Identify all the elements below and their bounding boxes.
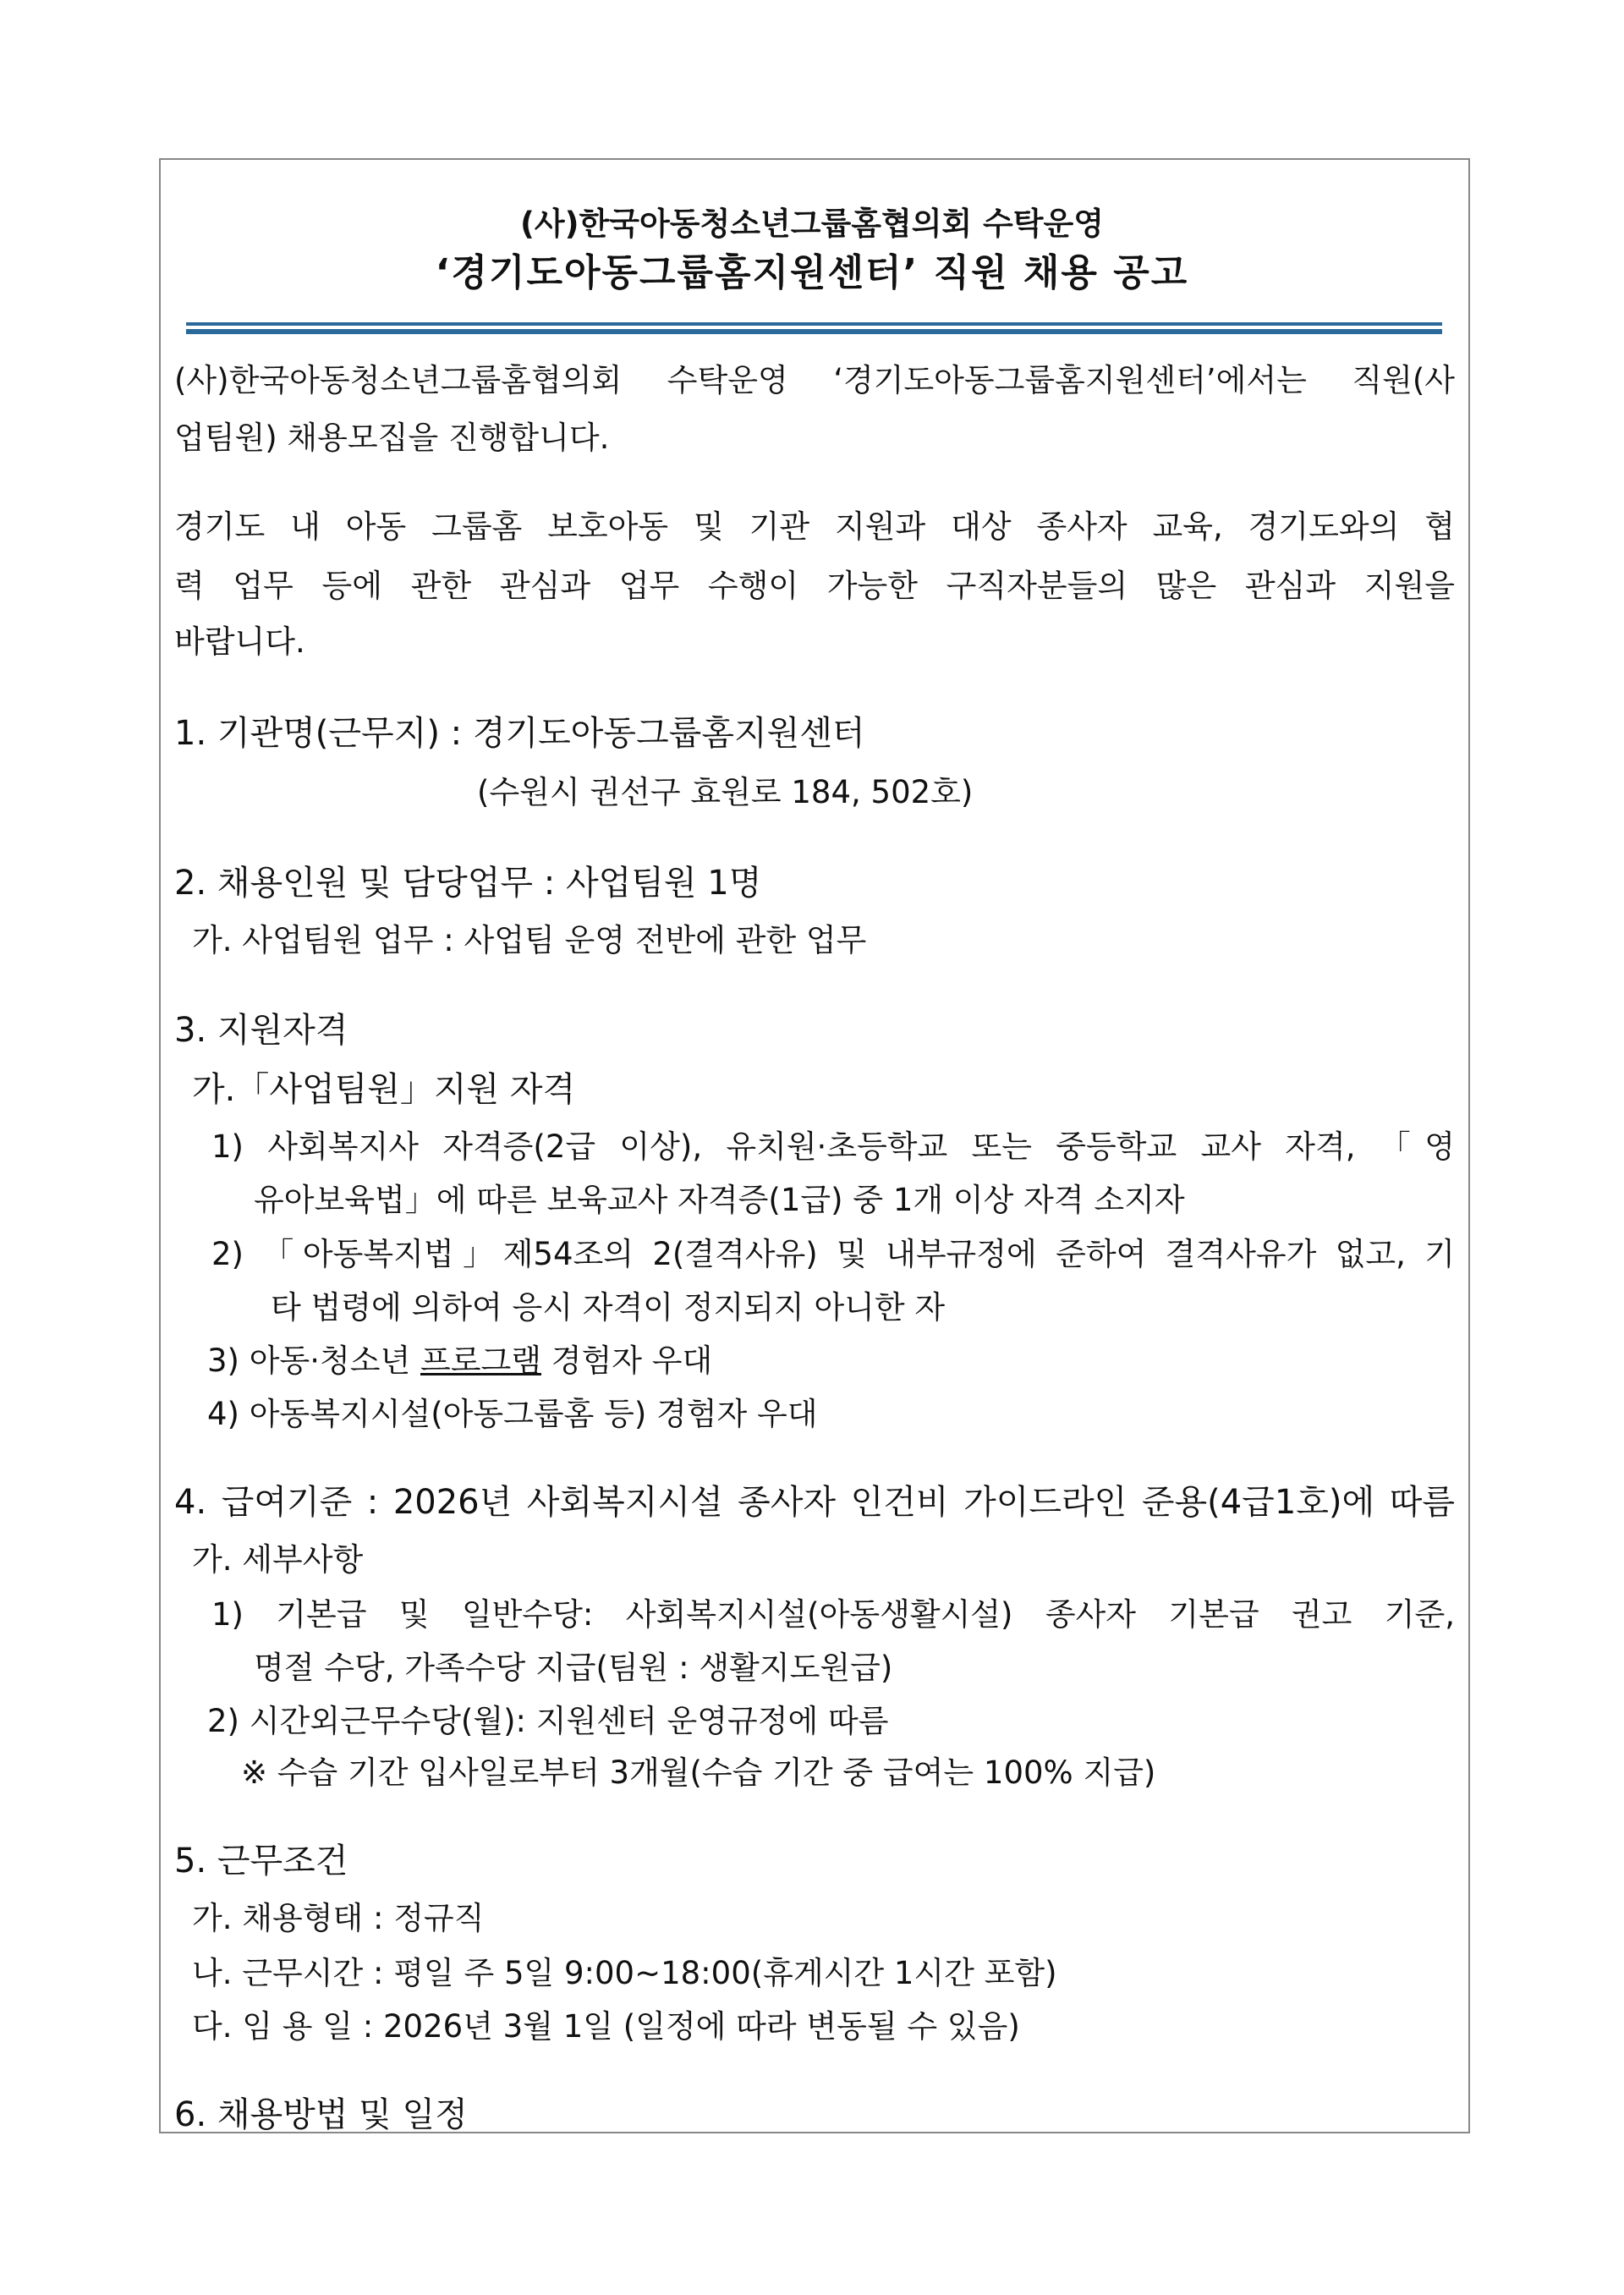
list-item: 4) 아동복지시설(아동그룹홈 등) 경험자 우대	[207, 1396, 818, 1432]
section-6-heading: 6. 채용방법 및 일정	[174, 2095, 468, 2134]
section-1	[174, 712, 865, 755]
list-item-cont: 유아보육법」에 따른 보육교사 자격증(1급) 중 1개 이상 자격 소지자	[254, 1182, 1185, 1218]
underlined-text: 프로그램	[420, 1342, 541, 1379]
list-text: 경험자 우대	[540, 1342, 713, 1379]
section-heading: 1. 기관명(근무지)	[174, 714, 440, 753]
list-item: 1) 기본급 및 일반수당: 사회복지시설(아동생활시설) 종사자 기본급 권고 기준,	[211, 1596, 1455, 1633]
intro-paragraph-1: (사)한국아동청소년그룹홈협의회 수탁운영 ‘경기도아동그룹홈지원센터’에서는 직원(사	[174, 362, 1455, 398]
title-rule-bottom	[186, 329, 1442, 334]
list-item	[207, 1340, 712, 1382]
list-text: 3) 아동·청소년	[207, 1342, 420, 1379]
list-item-cont: 명절 수당, 가족수당 지급(팀원 : 생활지도원급)	[254, 1650, 893, 1686]
section-heading: 2. 채용인원 및 담당업무	[174, 864, 534, 903]
list-item: 다. 임 용 일 : 2026년 3월 1일 (일정에 따라 변동될 수 있음)	[192, 2008, 1020, 2045]
intro-paragraph-2-cont: 력 업무 등에 관한 관심과 업무 수행이 가능한 구직자분들의 많은 관심과 지원을	[174, 568, 1455, 604]
list-item: 가. 사업팀원 업무 : 사업팀 운영 전반에 관한 업무	[192, 922, 867, 958]
intro-paragraph-1-cont: 업팀원) 채용모집을 진행합니다.	[174, 420, 610, 456]
section-heading: 4. 급여기준	[174, 1483, 353, 1522]
intro-paragraph-2: 경기도 내 아동 그룹홈 보호아동 및 기관 지원과 대상 종사자 교육, 경기도와의 협	[174, 508, 1455, 545]
list-item: 가. 채용형태 : 정규직	[192, 1900, 485, 1936]
note: ※ 수습 기간 입사일로부터 3개월(수습 기간 중 급여는 100% 지급)	[241, 1754, 1156, 1791]
section-4-sub: 가. 세부사항	[192, 1541, 364, 1578]
section-3-sub: 가.「사업팀원」지원 자격	[192, 1070, 576, 1109]
section-3-heading: 3. 지원자격	[174, 1011, 348, 1050]
list-item: 2) 「아동복지법」제54조의 2(결격사유) 및 내부규정에 준하여 결격사유가 없고, 기	[211, 1236, 1455, 1272]
section-value: : 사업팀원 1명	[533, 864, 762, 903]
intro-paragraph-2-end: 바랍니다.	[174, 623, 305, 660]
list-item: 나. 근무시간 : 평일 주 5일 9:00~18:00(휴게시간 1시간 포함)	[192, 1955, 1057, 1991]
header-subtitle: (사)한국아동청소년그룹홈협의회 수탁운영	[519, 206, 1105, 242]
section-4	[174, 1481, 1455, 1524]
section-value: : 2026년 사회복지시설 종사자 인건비 가이드라인 준용(4급1호)에 따름	[352, 1483, 1455, 1522]
section-2	[174, 862, 761, 904]
list-item: 2) 시간외근무수당(월): 지원센터 운영규정에 따름	[207, 1703, 889, 1739]
list-item: 1) 사회복지사 자격증(2급 이상), 유치원·초등학교 또는 중등학교 교사 자격, 「영	[211, 1128, 1455, 1165]
section-5-heading: 5. 근무조건	[174, 1842, 348, 1880]
title-rule-top	[186, 322, 1442, 326]
section-value: : 경기도아동그룹홈지원센터	[439, 714, 865, 753]
section-1-address: (수원시 권선구 효원로 184, 502호)	[477, 774, 974, 810]
page-title: ‘경기도아동그룹홈지원센터’ 직원 채용 공고	[435, 251, 1189, 294]
list-item-cont: 타 법령에 의하여 응시 자격이 정지되지 아니한 자	[271, 1289, 946, 1326]
